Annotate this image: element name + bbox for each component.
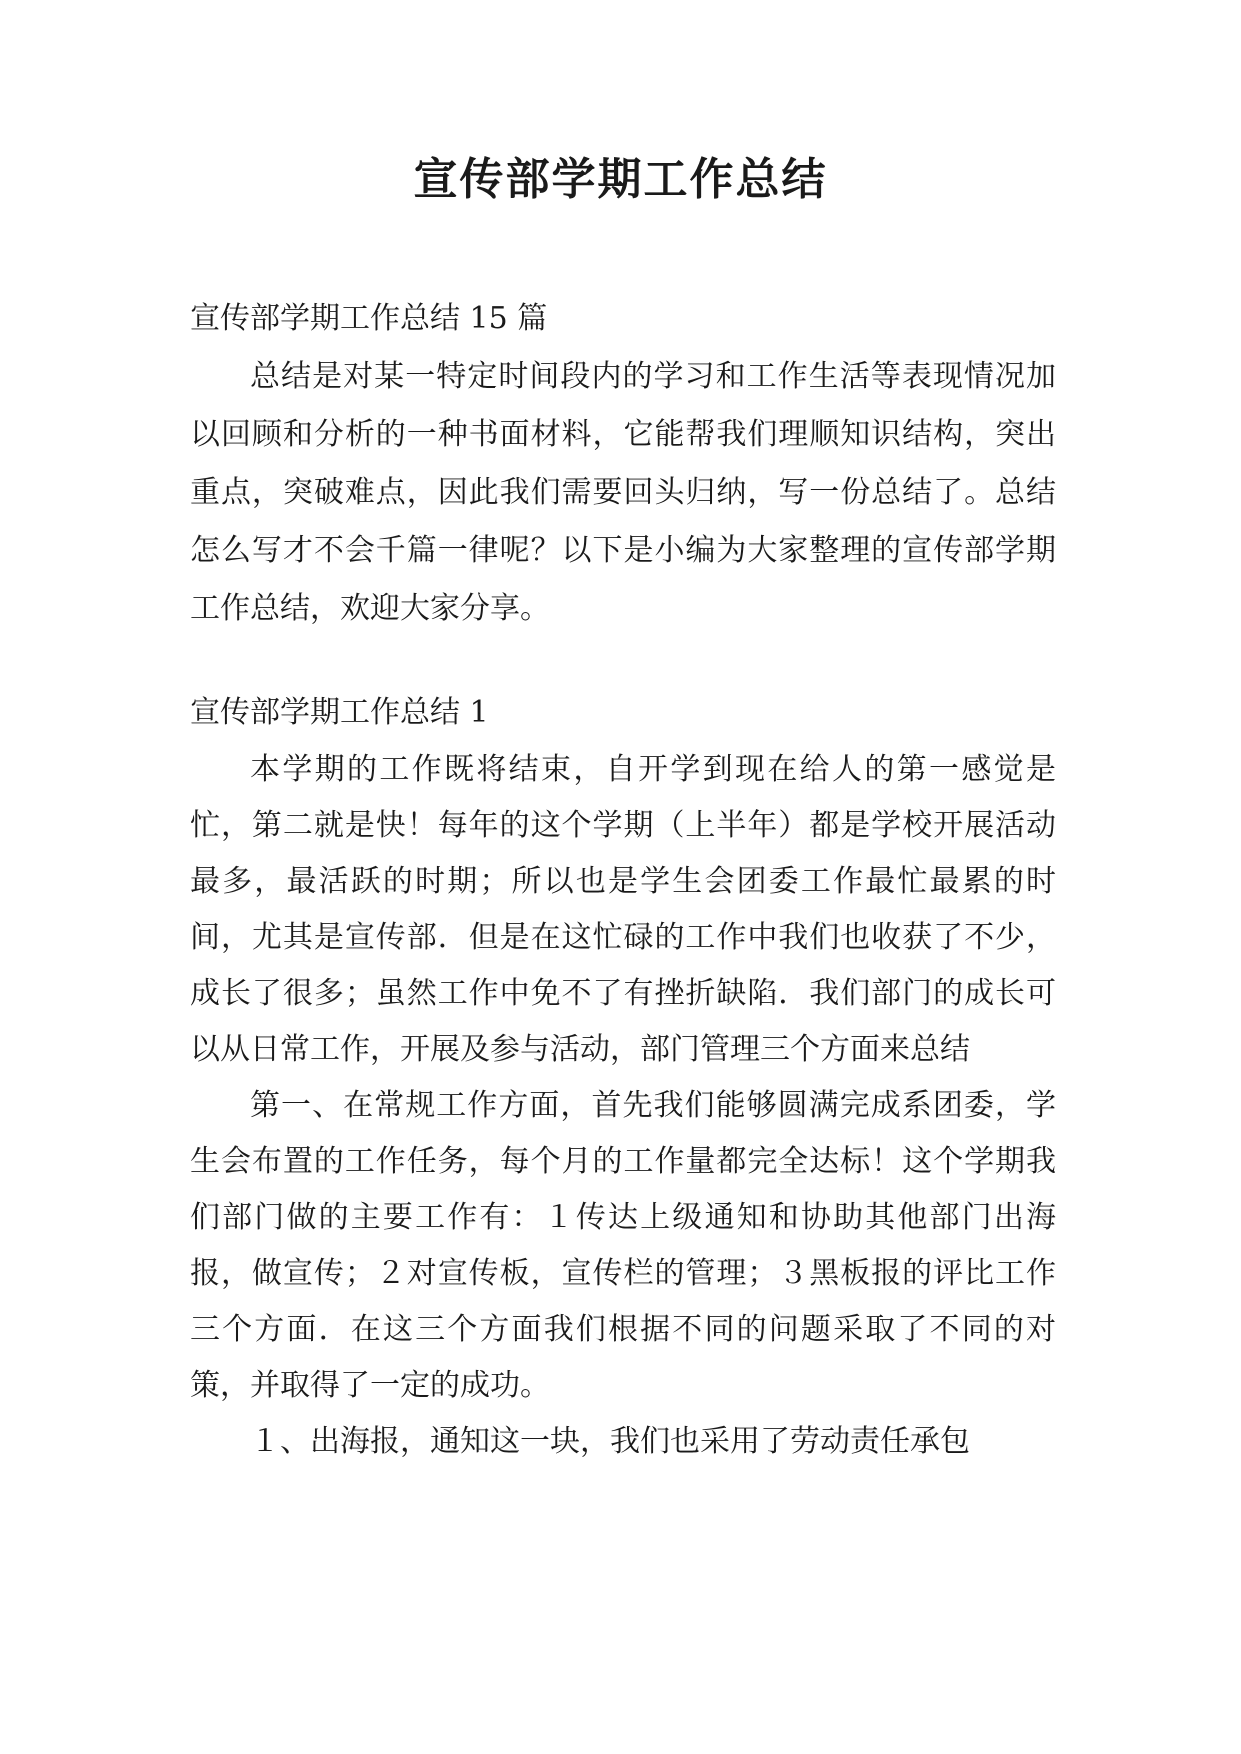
section1-heading: 宣传部学期工作总结 1 xyxy=(190,695,489,730)
section-gap xyxy=(190,638,1056,684)
section1-paragraph-3: １、出海报，通知这一块，我们也采用了劳动责任承包 xyxy=(250,1424,970,1459)
document-body xyxy=(190,290,1056,1470)
section1-paragraph-1: 本学期的工作既将结束，自开学到现在给人的第一感觉是忙，第二就是快！每年的这个学期（上半年）都是学校开展活动最多，最活跃的时期；所以也是学生会团委工作最忙最累的时间，尤其是宣传部．但是在这忙碌的工作中我们也收获了不少，成长了很多；虽然工作中免不了有挫折缺陷．我们部门的成长可以从日常工作，开展及参与活动，部门管理三个方面来总结 xyxy=(190,752,1056,1067)
document-title: 宣传部学期工作总结 xyxy=(413,154,828,205)
intro-heading: 宣传部学期工作总结 15 篇 xyxy=(190,301,548,336)
intro-paragraph: 总结是对某一特定时间段内的学习和工作生活等表现情况加以回顾和分析的一种书面材料，它能帮我们理顺知识结构，突出重点，突破难点，因此我们需要回头归纳，写一份总结了。总结怎么写才不会千篇一律呢？以下是小编为大家整理的宣传部学期工作总结，欢迎大家分享。 xyxy=(190,359,1056,626)
section1-paragraph-2: 第一、在常规工作方面，首先我们能够圆满完成系团委，学生会布置的工作任务，每个月的工作量都完全达标！这个学期我们部门做的主要工作有：１传达上级通知和协助其他部门出海报，做宣传；２对宣传板，宣传栏的管理；３黑板报的评比工作三个方面．在这三个方面我们根据不同的问题采取了不同的对策，并取得了一定的成功。 xyxy=(190,1088,1056,1403)
